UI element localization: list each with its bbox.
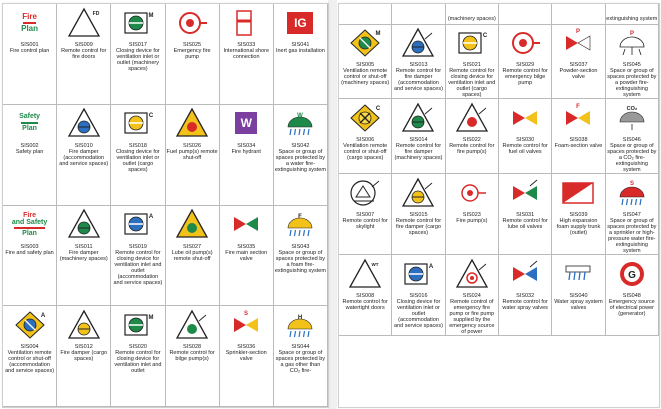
symbol-description: Fuel pump(s) remote shut-off: [166, 148, 218, 161]
shore-connection-icon: [221, 6, 272, 39]
svg-text:M: M: [148, 314, 154, 321]
symbol-code: SIS001: [20, 42, 39, 48]
symbol-cell-sis019: [111, 206, 165, 307]
symbol-cell-sis040: [552, 255, 605, 336]
ventilation-cargo-icon: [340, 101, 390, 134]
symbol-code: SIS032: [516, 293, 535, 299]
symbol-cell-sis044: [274, 306, 328, 407]
symbol-cell-sis033: [220, 4, 274, 105]
symbol-description: International shore connection: [223, 48, 270, 60]
svg-text:P: P: [576, 28, 581, 35]
strip-cell: [552, 4, 605, 24]
symbol-description: Sprinkler-section valve: [225, 350, 267, 363]
symbol-code: SIS029: [516, 62, 535, 68]
svg-text:S: S: [629, 180, 634, 187]
remote-damper-cargo-icon: [393, 176, 443, 209]
emergency-fire-pump-icon: [167, 6, 218, 39]
remote-closing-machinery-icon: [112, 308, 163, 341]
symbol-code: SIS030: [516, 137, 535, 143]
symbol-cell-sis009: [57, 4, 111, 105]
strip-cell: [392, 4, 445, 24]
symbol-cell-sis015: [392, 174, 445, 255]
symbol-code: SIS006: [356, 137, 375, 143]
symbol-description: Space or group of spaces protected by a powder fire-extinguishing system: [607, 68, 657, 98]
water-spray-valve-icon: [500, 257, 550, 290]
symbol-description: Remote control for closing device for ventilation inlet and outlet (cargo spaces): [448, 68, 496, 98]
symbol-cell-sis048: [606, 255, 659, 336]
symbol-description: Inert gas installation: [275, 48, 325, 54]
symbol-description: Fire damper (machinery spaces): [59, 249, 108, 262]
symbol-code: SIS016: [409, 293, 428, 299]
symbol-cell-sis014: [392, 99, 445, 174]
right-symbol-grid: [339, 24, 659, 407]
symbol-description: Fire control plan: [9, 48, 50, 54]
symbol-code: SIS024: [462, 293, 481, 299]
svg-text:A: A: [40, 312, 45, 319]
ventilation-shutoff-icon: [4, 308, 55, 341]
symbol-cell-sis046: [606, 99, 659, 174]
symbol-description: Space or group of spaces protected by a CO₂ fire-extinguishing system: [607, 143, 657, 173]
symbol-cell-sis023: [446, 174, 499, 255]
right-page: [338, 3, 660, 408]
symbol-description: Remote control for fire doors: [61, 48, 107, 60]
symbol-description: Emergency fire pump: [173, 48, 211, 60]
symbol-code: SIS007: [356, 212, 375, 218]
symbol-code: SIS031: [516, 212, 535, 218]
symbol-code: SIS046: [622, 137, 641, 143]
foam-trunk-icon: [553, 176, 603, 209]
symbol-description: Fire damper (accommodation and service spaces): [59, 148, 109, 167]
safety-plan-icon: Safety Plan: [19, 113, 41, 133]
symbol-code: SIS027: [183, 243, 202, 250]
fire-control-plan-icon: Fire Plan: [21, 11, 39, 33]
symbol-description: Fire hydrant: [231, 148, 261, 155]
symbol-cell-sis013: [392, 24, 445, 99]
symbol-description: Water spray system valves: [554, 299, 603, 311]
ventilation-machinery-icon: [340, 26, 390, 59]
symbol-description: Safety plan: [15, 148, 44, 155]
symbol-code: SIS002: [20, 142, 39, 149]
symbol-cell-sis045: [606, 24, 659, 99]
emergency-bilge-pump-icon: [500, 26, 550, 59]
symbol-cell-sis004: [3, 306, 57, 407]
symbol-description: Space or group of spaces protected by a water fire-extinguishing system: [274, 148, 326, 173]
symbol-cell-sis032: [499, 255, 552, 336]
symbol-code: SIS013: [409, 62, 428, 68]
lube-oil-valve-icon: [500, 176, 550, 209]
symbol-cell-sis005: [339, 24, 392, 99]
symbol-cell-sis037: [552, 24, 605, 99]
powder-valve-icon: [553, 26, 603, 59]
fire-pump-control-icon: [447, 101, 497, 134]
symbol-code: SIS025: [183, 42, 202, 48]
skylight-control-icon: [340, 176, 390, 209]
symbol-code: SIS044: [291, 344, 310, 351]
symbol-cell-sis002: [3, 105, 57, 206]
symbol-cell-sis035: [220, 206, 274, 307]
symbol-description: Fire pump(s): [456, 218, 488, 224]
fuel-oil-valve-icon: [500, 101, 550, 134]
svg-text:CO₂: CO₂: [626, 105, 638, 112]
symbol-description: Remote control of emergency fire pump or fire pump supplied by the emergency source of power: [449, 299, 495, 335]
strip-cell: (machinery spaces): [446, 4, 499, 24]
symbol-description: Space or group of spaces protected by a foam fire-extinguishing system: [274, 249, 326, 274]
left-page: [2, 3, 329, 408]
fire-pump-icon: [447, 176, 497, 209]
symbol-code: SIS021: [462, 62, 481, 68]
fire-hydrant-icon: W: [221, 107, 272, 140]
symbol-description: Closing device for ventilation inlet or outlet (accommodation and service spaces): [394, 299, 443, 329]
symbol-code: SIS037: [569, 62, 588, 68]
symbol-cell-sis006: [339, 99, 392, 174]
svg-text:A: A: [429, 263, 434, 270]
symbol-cell-sis031: [499, 174, 552, 255]
bilge-pump-control-icon: [167, 308, 218, 341]
symbol-description: Remote control for fire pump(s): [449, 143, 495, 155]
symbol-cell-sis027: [166, 206, 220, 307]
symbol-code: SIS023: [462, 212, 481, 218]
water-spray-system-icon: [553, 257, 603, 290]
sprinkler-valve-icon: [221, 308, 272, 341]
symbol-cell-sis001: [3, 4, 57, 105]
symbol-description: Remote control for closing device for ventilation inlet and outlet (accommodation and service spaces): [113, 249, 163, 286]
symbol-description: Closing device for ventilation inlet or outlet (cargo spaces): [116, 148, 160, 173]
remote-closing-cargo-icon: [447, 26, 497, 59]
symbol-cell-sis047: [606, 174, 659, 255]
symbol-description: Powder-section valve: [559, 68, 598, 80]
symbol-code: SIS009: [74, 42, 93, 48]
fire-safety-plan-icon: Fire and Safety Plan: [11, 211, 48, 237]
symbol-code: SIS014: [409, 137, 428, 143]
generator-power-icon: [607, 257, 657, 290]
symbol-code: SIS038: [569, 137, 588, 143]
symbol-code: SIS028: [183, 344, 202, 351]
svg-text:G: G: [627, 269, 636, 281]
sprinkler-extinguishing-icon: [607, 176, 657, 209]
symbol-code: SIS033: [237, 42, 256, 48]
symbol-code: SIS040: [569, 293, 588, 299]
symbol-description: Remote control for water spray valves: [502, 299, 548, 311]
symbol-description: Remote control for watertight doors: [342, 299, 388, 311]
svg-text:W: W: [297, 113, 304, 120]
symbol-description: High expansion foam supply trunk (outlet): [556, 218, 601, 236]
section-valve-icon: [221, 208, 272, 241]
symbol-description: Ventilation remote control or shut-off (machinery spaces): [341, 68, 390, 86]
symbol-description: Fire damper (cargo spaces): [60, 350, 108, 363]
symbol-code: SIS039: [569, 212, 588, 218]
symbol-code: SIS005: [356, 62, 375, 68]
symbol-cell-sis025: [166, 4, 220, 105]
symbol-cell-sis017: [111, 4, 165, 105]
fuel-pump-shutoff-icon: [167, 107, 218, 140]
symbol-code: SIS018: [128, 142, 147, 149]
symbol-description: Remote control for lube oil valves: [502, 218, 548, 230]
symbol-description: Remote control for closing device for ventilation inlet and outlet: [114, 350, 162, 375]
symbol-description: Remote control for fire damper (cargo spaces): [395, 218, 442, 236]
symbol-description: Space or group of spaces protected by a sprinkler or high-pressure water fire-extinguishing system: [607, 218, 657, 254]
triangle-fire-doors-icon: [58, 6, 109, 39]
symbol-description: Emergency source of electrical power (generator): [608, 299, 655, 317]
symbol-description: Remote control for fire damper (accommodation and service spaces): [394, 68, 443, 92]
svg-text:A: A: [148, 214, 154, 220]
lube-oil-shutoff-icon: [167, 208, 218, 241]
co2-extinguishing-icon: [607, 101, 657, 134]
symbol-code: SIS017: [128, 42, 147, 48]
closing-device-machinery-icon: [112, 6, 163, 39]
symbol-code: SIS012: [74, 344, 93, 351]
page-gap: [328, 0, 337, 409]
symbol-cell-sis042: [274, 105, 328, 206]
symbol-cell-sis041: [274, 4, 328, 105]
left-symbol-grid: [3, 4, 328, 407]
symbol-cell-sis038: [552, 99, 605, 174]
symbol-cell-sis021: [446, 24, 499, 99]
svg-text:P: P: [629, 30, 634, 37]
svg-text:C: C: [148, 113, 154, 120]
svg-text:FD: FD: [92, 10, 100, 17]
remote-damper-accommodation-icon: [393, 26, 443, 59]
symbol-description: Lube oil pump(s) remote shut-off: [171, 249, 213, 262]
symbol-cell-sis008: [339, 255, 392, 336]
strip-cell: [499, 4, 552, 24]
symbol-cell-sis030: [499, 99, 552, 174]
svg-text:WT: WT: [371, 261, 379, 267]
symbol-cell-sis043: [274, 206, 328, 307]
inert-gas-icon: IG: [275, 6, 326, 39]
svg-text:M: M: [148, 12, 154, 19]
emergency-fire-pump-control-icon: [447, 257, 497, 290]
svg-text:M: M: [375, 30, 381, 37]
continuation-strip: [339, 4, 659, 25]
symbol-cell-sis036: [220, 306, 274, 407]
svg-text:S: S: [244, 310, 249, 317]
watertight-doors-icon: [340, 257, 390, 290]
symbol-cell-sis022: [446, 99, 499, 174]
symbol-description: Remote control for fuel oil valves: [502, 143, 548, 155]
svg-text:C: C: [482, 32, 487, 39]
symbol-description: Ventilation remote control or shut-off (cargo spaces): [343, 143, 388, 161]
symbol-code: SIS022: [462, 137, 481, 143]
svg-text:F: F: [576, 103, 581, 110]
svg-text:H: H: [298, 314, 303, 321]
closing-device-cargo-icon: [112, 107, 163, 140]
symbol-code: SIS008: [356, 293, 375, 299]
symbol-description: Remote control for bilge pump(s): [169, 350, 215, 363]
symbol-code: SIS045: [622, 62, 641, 68]
symbol-description: Closing device for ventilation inlet or outlet (machinery spaces): [116, 48, 160, 72]
symbol-cell-sis011: [57, 206, 111, 307]
symbol-cell-sis007: [339, 174, 392, 255]
symbol-code: SIS034: [237, 142, 256, 149]
symbol-code: SIS042: [291, 142, 310, 149]
symbol-code: SIS020: [128, 344, 147, 351]
fire-damper-machinery-icon: [58, 208, 109, 241]
symbol-description: Ventilation remote control or shut-off (accommodation and service spaces): [5, 350, 55, 375]
symbol-description: Fire main section valve: [225, 249, 268, 262]
symbol-cell-sis034: [220, 105, 274, 206]
symbol-description: Remote control for emergency bilge pump: [502, 68, 548, 86]
svg-text:F: F: [298, 214, 303, 220]
symbol-code: SIS041: [291, 42, 310, 48]
symbol-code: SIS004: [20, 344, 39, 351]
symbol-cell-sis026: [166, 105, 220, 206]
symbol-cell-sis010: [57, 105, 111, 206]
closing-device-accommodation-icon: [393, 257, 443, 290]
symbol-cell-sis016: [392, 255, 445, 336]
symbol-code: SIS003: [20, 243, 39, 250]
fire-damper-accommodation-icon: [58, 107, 109, 140]
fire-damper-cargo-icon: [58, 308, 109, 341]
strip-cell: [339, 4, 392, 24]
strip-cell: extinguishing system: [606, 4, 659, 24]
symbol-description: Fire and safety plan: [5, 249, 54, 256]
symbol-cell-sis029: [499, 24, 552, 99]
powder-extinguishing-icon: [607, 26, 657, 59]
symbol-description: Remote control for skylight: [342, 218, 388, 230]
symbol-code: SIS010: [74, 142, 93, 149]
symbol-cell-sis020: [111, 306, 165, 407]
svg-text:C: C: [375, 105, 381, 112]
water-extinguishing-icon: [275, 107, 326, 140]
symbol-cell-sis028: [166, 306, 220, 407]
symbol-cell-sis012: [57, 306, 111, 407]
symbol-code: SIS011: [74, 243, 93, 250]
symbol-code: SIS043: [291, 243, 310, 250]
gas-extinguishing-icon: [275, 308, 326, 341]
symbol-description: Remote control for fire damper (machinery spaces): [394, 143, 443, 161]
foam-valve-icon: [553, 101, 603, 134]
remote-damper-machinery-icon: [393, 101, 443, 134]
symbol-code: SIS048: [622, 293, 641, 299]
symbol-cell-sis003: [3, 206, 57, 307]
symbol-code: SIS035: [237, 243, 256, 250]
symbol-code: SIS047: [622, 212, 641, 218]
symbol-cell-sis018: [111, 105, 165, 206]
symbol-description: Foam-section valve: [554, 143, 603, 149]
symbol-code: SIS019: [128, 243, 147, 250]
symbol-code: SIS026: [183, 142, 202, 149]
symbol-code: SIS015: [409, 212, 428, 218]
symbol-code: SIS036: [237, 344, 256, 351]
symbol-cell-sis024: [446, 255, 499, 336]
symbol-cell-sis039: [552, 174, 605, 255]
symbol-description: Space or group of spaces protected by a gas other than CO₂ fire-: [275, 350, 326, 375]
remote-closing-accommodation-icon: [112, 208, 163, 241]
foam-extinguishing-icon: [275, 208, 326, 241]
